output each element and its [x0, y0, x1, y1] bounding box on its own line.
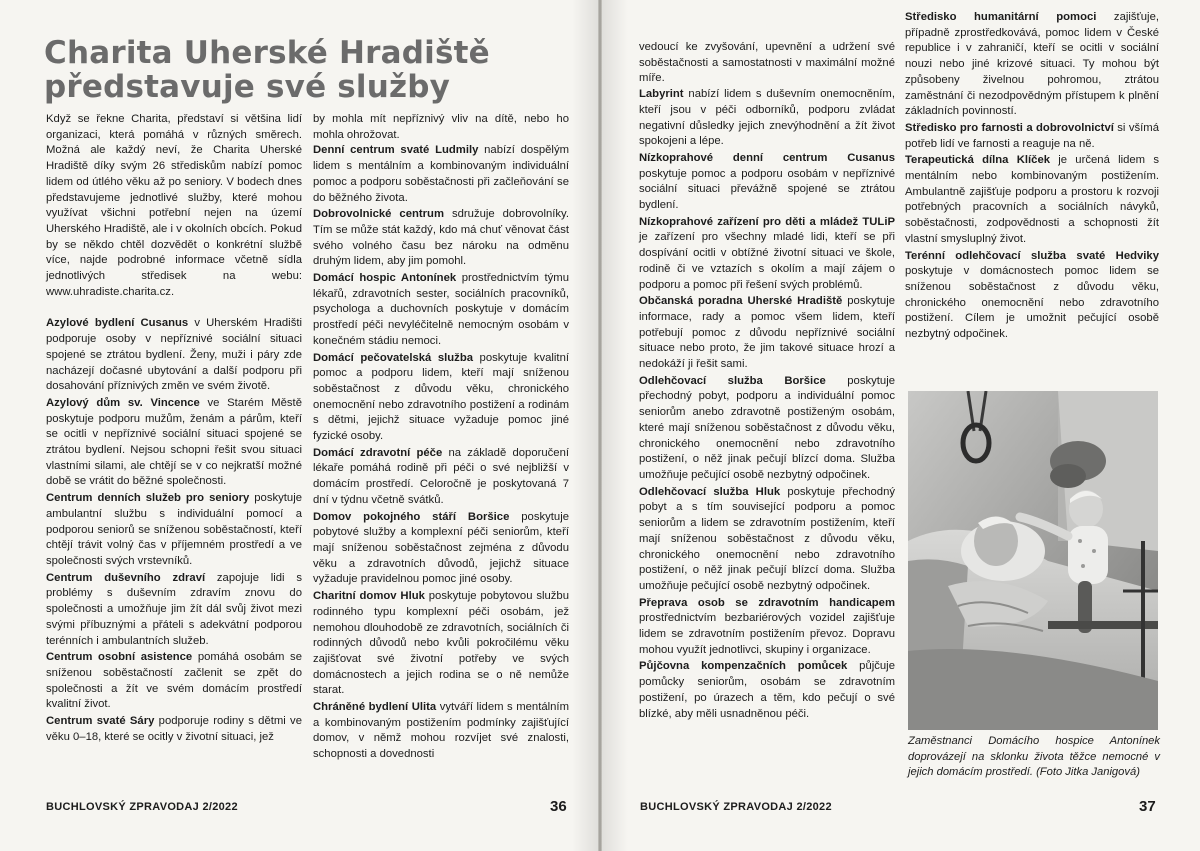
service-name: Nízkoprahové denní centrum Cusanus	[639, 151, 895, 164]
title-line-2: představuje své služby	[44, 69, 451, 105]
service-entry	[905, 121, 1159, 152]
service-description: poskytuje přechodný pobyt a s tím související podporu a pomoc seniorům a lidem se zdravotním postižením, kteří mají sníženou soběstačnost z důvodu věku, chronického onemocnění nebo zdravotního postižení, o něž jinak pečují blízcí doma. Služba umožňuje pečující osobě nezbytný odpočinek.	[639, 485, 895, 592]
title-line-1: Charita Uherské Hradiště	[44, 35, 490, 71]
service-entry	[905, 153, 1159, 247]
service-description: prostřednictvím bezbariérových vozidel zajišťuje lidem se zdravotním postižením převoz. Dopravu mohou využít jednotlivci, skupiny i organizace.	[639, 612, 895, 656]
service-name: Domácí zdravotní péče	[313, 446, 443, 459]
service-name: Domácí hospic Antonínek	[313, 272, 457, 285]
service-list	[639, 87, 895, 722]
service-name: Přeprava osob se zdravotním handicapem	[639, 596, 895, 609]
service-entry	[639, 87, 895, 150]
service-name: Dobrovolnické centrum	[313, 208, 444, 221]
service-description: nabízí lidem s duševním onemocněním, kteří jsou v péči odborníků, podporu zvládat negativní důsledky jejich znevýhodnění a žít život spokojeni a lépe.	[639, 88, 895, 148]
service-description: poskytuje pobytovou službu rodinného typu komplexní péči osobám, jež nemohou dlouhodobě ze zdravotních, sociálních či rodinných důvodů nebo kvůli pokročilému věku zajišťovat své životní potřeby ve svých domácnostech a jejich rodina se o ně nemůže starat.	[313, 590, 569, 697]
page-number: 36	[550, 798, 567, 815]
right-page	[602, 0, 1200, 851]
service-description: je určená lidem s mentálním nebo kombinovaným postižením. Ambulantně zajišťuje podporu a prostoru k rozvoji potřebných pracovních a sociálních návyků, soběstačnosti, zodpovědnosti a schopnosti žít vlastní smysluplný život.	[905, 154, 1159, 245]
service-name: Terénní odlehčovací služba svaté Hedviky	[905, 249, 1159, 262]
service-name: Odlehčovací služba Boršice	[639, 374, 826, 387]
left-column-1	[46, 112, 302, 745]
left-page	[0, 0, 598, 851]
service-entry	[639, 374, 895, 484]
intro-paragraph: Když se řekne Charita, představí si většina lidí organizaci, která pomáhá v různých směrech. Možná ale každý neví, že Charita Uherské Hradiště díky svým 26 střediskům nabízí pomoc lidem od útlého věku až po seniory. V bodech dnes představujeme jednotlivé služby, které mohou využívat všichni potřební nejen na území Uherského Hradiště, ale i v okolních obcích. Pokud by se někdo chtěl dozvědět o konkrétní službě více, najde podrobné informace včetně sídla jednotlivých středisek na webu: www.uhradiste.charita.cz.	[46, 113, 302, 298]
service-description: sdružuje dobrovolníky. Tím se může stát každý, kdo má chuť věnovat část svého volného času bez nároku na odměnu druhým lidem, aby jim pomohl.	[313, 208, 569, 268]
service-name: Občanská poradna Uherské Hradiště	[639, 295, 843, 308]
service-description: si všímá potřeb lidí ve farnosti a reaguje na ně.	[905, 121, 1159, 150]
service-name: Středisko pro farnosti a dobrovolnictví	[905, 121, 1114, 134]
service-entry	[46, 650, 302, 713]
service-entry	[639, 215, 895, 294]
service-description: vytváří lidem s mentálním a kombinovaným postižením podmínky zajišťující domov, v němž mohou rozvíjet své znalosti, schopnosti a dovednosti	[313, 701, 569, 761]
service-description: zapojuje lidi s problémy s duševním zdravím znovu do společnosti a umožňuje jim žít dál svůj život mezi svými příbuznými a přáteli s adekvátní podporou terénních i ambulantních služeb.	[46, 571, 302, 647]
service-entry	[905, 249, 1159, 343]
service-entry	[639, 294, 895, 373]
service-list	[905, 10, 1159, 343]
service-description: poskytuje pomoc a podporu osobám v nepříznivé sociální situaci převážně spojené se ztrátou bydlení.	[639, 167, 895, 212]
service-entry	[46, 491, 302, 570]
service-entry	[313, 207, 569, 270]
service-entry	[313, 351, 569, 445]
service-name: Centrum svaté Sáry	[46, 715, 155, 728]
service-entry	[313, 143, 569, 206]
service-list	[313, 143, 569, 762]
page-curl-shadow	[572, 0, 598, 851]
page-curl-shadow	[602, 0, 628, 851]
service-name: Denní centrum svaté Ludmily	[313, 144, 479, 157]
service-description: v Uherském Hradišti podporuje osoby v nepříznivé sociální situaci spojené se ztrátou bydlení. Ženy, muži i páry zde nacházejí dočasné ubytování a další podporu při dosahování příznivých změn ve svém životě.	[46, 317, 302, 393]
service-entry	[313, 446, 569, 509]
service-name: Centrum denních služeb pro seniory	[46, 492, 250, 505]
service-name: Středisko humanitární pomoci	[905, 11, 1097, 23]
article-title	[44, 36, 564, 104]
page-number: 37	[1139, 798, 1156, 815]
service-name: Terapeutická dílna Klíček	[905, 154, 1051, 167]
service-description: poskytuje přechodný pobyt, podporu a individuální pomoc seniorům anebo zdravotně postiženým osobám, které mají sníženou soběstačnost z důvodu věku, chronického onemocnění nebo zdravotního postižení, o něž jinak pečují blízcí doma. Služba umožňuje pečující osobě nezbytný odpočinek.	[639, 374, 895, 481]
service-entry	[46, 714, 302, 745]
continued-text: by mohla mít nepříznivý vliv na dítě, nebo ho mohla ohrožovat.	[313, 113, 569, 141]
service-name: Centrum osobní asistence	[46, 651, 193, 664]
service-description: půjčuje pomůcky seniorům, osobám se zdravotním postižení, po úrazech a těm, kdo pečují o své blízké, aby měli usnadněnou péči.	[639, 660, 895, 720]
service-name: Nízkoprahové zařízení pro děti a mládež TULiP	[639, 215, 895, 228]
service-name: Půjčovna kompenzačních pomůcek	[639, 660, 848, 673]
service-entry	[313, 589, 569, 699]
left-column-2	[313, 112, 569, 763]
service-name: Azylové bydlení Cusanus	[46, 317, 189, 330]
service-name: Azylový dům sv. Vincence	[46, 396, 200, 409]
service-description: pomáhá osobám se sníženou soběstačností začlenit se zpět do společnosti a žít ve svém domácím prostředí kvalitní život.	[46, 651, 302, 711]
page-footer-title: BUCHLOVSKÝ ZPRAVODAJ 2/2022	[640, 801, 832, 813]
service-description: prostřednictvím týmu lékařů, zdravotních sester, sociálních pracovníků, psychologa a duchovních poskytuje v domácím prostředí péči nevyléčitelně nemocným osobám v konečném stádiu nemoci.	[313, 272, 569, 347]
service-name: Charitní domov Hluk	[313, 590, 425, 603]
service-description: poskytuje kvalitní pomoc a podporu lidem, kteří mají sníženou soběstačnost z důvodu věku, chronického onemocnění nebo zdravotního postižení a rodinám s dětmi, jejichž situace vyžaduje pomoc jiné fyzické osoby.	[313, 351, 569, 443]
service-name: Domov pokojného stáří Boršice	[313, 510, 510, 523]
service-name: Centrum duševního zdraví	[46, 571, 206, 584]
service-description: na základě doporučení lékaře pomáhá rodině při péči o své nejbližší v domácím prostředí. Celoročně je poskytovaná 7 dní v týdnu včetně svátků.	[313, 446, 569, 506]
service-name: Odlehčovací služba Hluk	[639, 485, 781, 498]
service-name: Labyrint	[639, 88, 684, 101]
right-column-1	[639, 40, 895, 722]
service-entry	[313, 510, 569, 589]
service-description: je zařízení pro všechny mladé lidi, kteří se při dospívání ocitli v obtížné životní situaci ve škole, rodině či ve vztazích s okolím a mají zájem o podporu a pomoc při řešení svých problémů.	[639, 231, 895, 291]
service-entry	[313, 271, 569, 350]
service-description: poskytuje informace, rady a pomoc všem lidem, kteří potřebují pomoc z důvodu nepříznivé sociální situace nebo proto, že jim takové situace hrozí a nedokáží ji řešit sami.	[639, 295, 895, 371]
service-entry	[46, 316, 302, 395]
service-description: poskytuje ambulantní službu s individuální pomocí a podporou seniorů se sníženou soběstačností, kteří chtějí trávit volný čas v příjemném prostředí a ve společnosti svých vrstevníků.	[46, 492, 303, 567]
service-description: poskytuje pobytové služby a komplexní péči seniorům, kteří mají sníženou soběstačnost zejména z důvodu věku a zdravotních důvodů, jejichž situace vyžaduje pravidelnou pomoc jiné osoby.	[313, 510, 569, 586]
hospice-photo	[908, 391, 1158, 730]
service-description: podporuje rodiny s dětmi ve věku 0–18, které se ocitly v životní situaci, jež	[46, 715, 302, 743]
right-column-2	[905, 10, 1159, 343]
service-entry	[639, 596, 895, 659]
service-name: Chráněné bydlení Ulita	[313, 701, 437, 714]
continued-text: vedoucí ke zvyšování, upevnění a udržení své soběstačnosti a samostatnosti v maximální možné míře.	[639, 41, 895, 85]
service-description: nabízí dospělým lidem s mentálním a kombinovaným individuální pomoc a podporu soběstačnosti při začleňování se do běžného života.	[313, 144, 569, 204]
service-description: zajišťuje, případně zprostředkovává, pomoc lidem v České republice i v zahraničí, kteří se ocitli v sociální nouzi nebo jiné krizové situaci. Ty mohou být způsobeny živelnou pohromou, ztrátou zaměstnání či nezodpovědným přístupem k plnění základních povinností.	[905, 11, 1159, 118]
page-footer-title: BUCHLOVSKÝ ZPRAVODAJ 2/2022	[46, 801, 238, 813]
service-entry	[46, 396, 302, 490]
photo-caption: Zaměstnanci Domácího hospice Antonínek doprovázejí na sklonku života těžce nemocné v jejich domácím prostředí. (Foto Jitka Janigová)	[908, 735, 1160, 778]
service-entry	[639, 659, 895, 722]
service-description: ve Starém Městě poskytuje podporu mužům, ženám a párům, kteří se ocitli v nepříznivé sociální situaci spojené se ztrátou bydlení. Nejsou schopni řešit svou situaci vlastními silami, ale chtějí se v co nejkratší možné době se vrátit do běžné společnosti.	[46, 396, 302, 488]
service-entry	[639, 485, 895, 595]
service-entry	[46, 571, 302, 650]
service-name: Domácí pečovatelská služba	[313, 351, 474, 364]
service-entry	[313, 700, 569, 763]
service-list	[46, 316, 302, 745]
service-entry	[905, 10, 1159, 120]
service-entry	[639, 151, 895, 214]
service-description: poskytuje v domácnostech pomoc lidem se sníženou soběstačnost z důvodu věku, chronického onemocnění nebo zdravotního postižení. Cílem je umožnit pečující osobě nezbytný odpočinek.	[905, 265, 1159, 341]
